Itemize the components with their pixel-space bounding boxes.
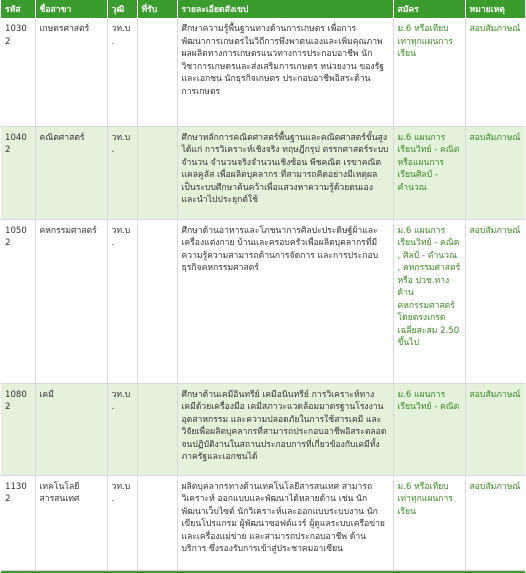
cell-degree: วท.บ. xyxy=(107,126,137,219)
cell-code: 11302 xyxy=(1,475,35,570)
cell-degree: วท.บ. xyxy=(107,18,137,126)
header-requirement: สมัคร xyxy=(393,0,465,18)
cell-name: เทคโนโลยีสารสนเทศ xyxy=(35,475,107,570)
cell-requirement: ม.6 แผนการเรียนวิทย์ - คณิต , ศิลป์ - คำนวณ , คหกรรมศาสตร์ หรือ ปวช.ทางด้านคหกรรมศาสตร์ โดยตรงเกรดเฉลี่ยสะสม 2.50 ขึ้นไป xyxy=(393,219,465,383)
cell-note: สอบสัมภาษณ์ xyxy=(465,219,525,383)
cell-name: คณิตศาสตร์ xyxy=(35,126,107,219)
header-description: รายละเอียดสังเขป xyxy=(177,0,393,18)
cell-requirement: ม.6 หรือเทียบเท่าทุกแผนการเรียน xyxy=(393,18,465,126)
cell-degree: วท.บ. xyxy=(107,475,137,570)
cell-seats xyxy=(137,383,177,475)
table-row xyxy=(1,475,525,570)
cell-degree: วท.บ. xyxy=(107,383,137,475)
cell-description: ศึกษาความรู้พื้นฐานทางด้านการเกษตร เพื่อการพัฒนาการเกษตรในวิถีการพึ่งพาตนเองและเพิ่มคุณภาพผลผลิตทางการเกษตรแนวทางการประกอบอาชีพ นักวิชาการเกษตรและส่งเสริมการเกษตร หน่วยงาน ของรัฐและเอกชน นักธุรกิจเกษตร ประกอบอาชีพอิสระด้านการเกษตร xyxy=(177,18,393,126)
header-name: ชื่อสาขา xyxy=(35,0,107,18)
cell-requirement: ม.6 แผนการเรียนวิทย์ - คณิต xyxy=(393,383,465,475)
table-row xyxy=(1,126,525,219)
cell-requirement: ม.6 หรือเทียบเท่าทุกแผนการเรียน xyxy=(393,475,465,570)
cell-note: สอบสัมภาษณ์ xyxy=(465,383,525,475)
cell-degree: วท.บ. xyxy=(107,219,137,383)
cell-code: 10502 xyxy=(1,219,35,383)
table-row xyxy=(1,219,525,383)
cell-note: สอบสัมภาษณ์ xyxy=(465,475,525,570)
cell-description: ศึกษาด้านอาหารและโภชนาการศิลปะประดิษฐ์ผ้าและเครื่องแต่งกาย บ้านและครอบครัวเพื่อผลิตบุคลากรที่มีความรู้ความสามารถด้านการจัดการ และการประกอบธุรกิจคหกรรมศาสตร์ xyxy=(177,219,393,383)
table-header-row xyxy=(1,0,525,18)
table-row xyxy=(1,383,525,475)
cell-name: เกษตรศาสตร์ xyxy=(35,18,107,126)
table-row xyxy=(1,18,525,126)
header-code: รหัส xyxy=(1,0,35,18)
cell-note: สอบสัมภาษณ์ xyxy=(465,126,525,219)
cell-seats xyxy=(137,126,177,219)
cell-code: 10802 xyxy=(1,383,35,475)
cell-description: ศึกษาหลักการคณิตศาสตร์พื้นฐานและคณิตศาสตร์ขั้นสูง ได้แก่ การวิเคราะห์เชิงจริง ทฤษฎีกรุป ตรรกศาสตร์ระบบจำนวน จำนวนจริงจำนวนเชิงซ้อน พีชคณิต เรขาคณิต แคลคูลัส เพื่อผลิตบุคลากร ที่สามารถคิดอย่างมีเหตุผลเป็นระบบศึกษาค้นคว้าเพื่อแสวงหาความรู้ด้วยตนเอง และนำไปประยุกต์ใช้ xyxy=(177,126,393,219)
cell-code: 10302 xyxy=(1,18,35,126)
header-seats: ที่รับ xyxy=(137,0,177,18)
cell-name: คหกรรมศาสตร์ xyxy=(35,219,107,383)
cell-description: ศึกษาด้านเคมีอินทรีย์ เคมีอนินทรีย์ การวิเคราะห์ทางเคมีด้วยเครื่องมือ เคมีสภาวะแวดล้อมมาตรฐานโรงงานอุตสาหกรรม และความปลอดภัยในการใช้สารเคมี และวิจัยเพื่อผลิตบุคลากรที่สามารถประกอบอาชีพอิสระตลอดจนปฏิบัติงานในสถานประกอบการที่เกี่ยวข้องกับเคมีทั้งภาครัฐและเอกชนได้ xyxy=(177,383,393,475)
cell-description: ผลิตบุคลากรทางด้านเทคโนโลยีสารสนเทศ สามารถวิเคราะห์ ออกแบบและพัฒนาได้หลายด้าน เช่น นักพัฒนาเว็บไซต์ นักวิเคราะห์และออกแบบระบบงาน นักเขียนโปรแกรม ผู้พัฒนาซอฟต์แวร์ ผู้ดูแลระบบเครือข่ายและเครื่องแม่ข่าย และสามารถประกอบอาชีพ ด้านบริการ ซึ่งรองรับการเข้าสู่ประชาคมอาเซียน xyxy=(177,475,393,570)
header-degree: วุฒิ xyxy=(107,0,137,18)
cell-note: สอบสัมภาษณ์ xyxy=(465,18,525,126)
cell-requirement: ม.6 แผนการเรียนวิทย์ - คณิต หรือแผนการเรียนศิลป์ - คำนวณ xyxy=(393,126,465,219)
curriculum-table xyxy=(1,0,525,571)
cell-name: เคมี xyxy=(35,383,107,475)
header-note: หมายเหตุ xyxy=(465,0,525,18)
cell-code: 10402 xyxy=(1,126,35,219)
cell-seats xyxy=(137,219,177,383)
cell-seats xyxy=(137,18,177,126)
cell-seats xyxy=(137,475,177,570)
